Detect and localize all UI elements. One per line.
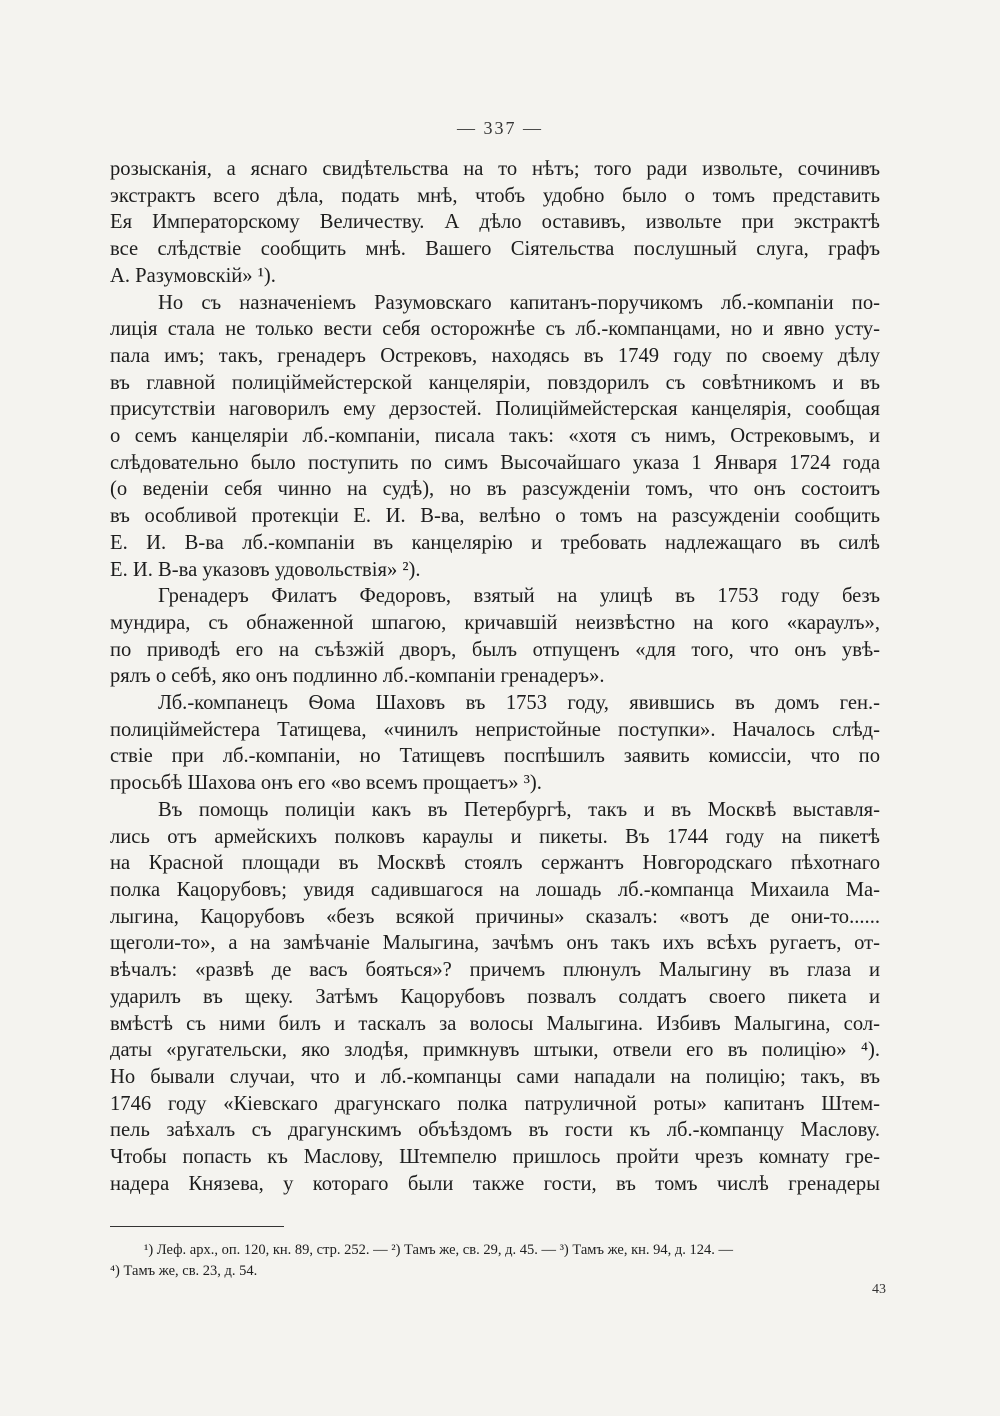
page-number: — 337 — — [457, 118, 543, 138]
text-line: (о веденіи себя чинно на судѣ), но въ разсужденіи томъ, что онъ состоитъ — [110, 478, 880, 501]
text-line: въ особливой протекціи Е. И. В-ва, велѣно о томъ на разсужденіи сообщить — [110, 505, 880, 528]
text-line: пала имъ; такъ, гренадеръ Острековъ, находясь въ 1749 году по своему дѣлу — [110, 344, 880, 367]
text-line: надера Князева, у котораго были также гости, въ томъ числѣ гренадеры — [110, 1172, 880, 1195]
footnote-line: ⁴) Тамъ же, св. 23, д. 54. — [110, 1263, 258, 1279]
footnote-line: ¹) Леф. арх., оп. 120, кн. 89, стр. 252. — ²) Тамъ же, св. 29, д. 45. — ³) Тамъ же, кн. 94, д. 124. — — [144, 1242, 734, 1258]
text-line: Но съ назначеніемъ Разумовскаго капитанъ-поручикомъ лб.-компаніи по- — [158, 291, 880, 314]
text-line: слѣдовательно было поступить по симъ Высочайшаго указа 1 Января 1724 года — [110, 451, 880, 474]
text-line: Въ помощь полиціи какъ въ Петербургѣ, такъ и въ Москвѣ выставля- — [158, 798, 880, 821]
footnote-divider — [110, 1226, 284, 1227]
text-line: Но бывали случаи, что и лб.-компанцы сами нападали на полицію; такъ, въ — [110, 1065, 880, 1088]
text-line: полиціймейстера Татищева, «чинилъ непристойные поступки». Началось слѣд- — [110, 718, 880, 741]
text-line: ударилъ въ щеку. Затѣмъ Кацорубовъ позвалъ солдатъ своего пикета и — [110, 985, 880, 1008]
text-line: Е. И. В-ва лб.-компаніи въ канцелярію и требовать надлежащаго въ силѣ — [110, 531, 880, 554]
text-line: въ главной полиціймейстерской канцеляріи, повздорилъ съ совѣтникомъ и въ — [110, 371, 880, 394]
text-line: Е. И. В-ва указовъ удовольствія» ²). — [110, 558, 421, 581]
text-line: полка Кацорубовъ; увидя садившагося на лошадь лб.-компанца Михаила Ма- — [110, 878, 880, 901]
text-line: вмѣстѣ съ ними билъ и таскалъ за волосы Малыгина. Избивъ Малыгина, сол- — [110, 1012, 880, 1035]
text-line: о семъ канцеляріи лб.-компаніи, писала такъ: «хотя съ нимъ, Острековымъ, и — [110, 425, 880, 448]
text-line: экстрактъ всего дѣла, подать мнѣ, чтобъ удобно было о томъ представить — [110, 184, 880, 207]
text-line: все слѣдствіе сообщить мнѣ. Вашего Сіятельства послушный слуга, графъ — [110, 238, 880, 261]
text-line: по приводѣ его на съѣзжій дворъ, былъ отпущенъ «для того, что онъ увѣ- — [110, 638, 880, 661]
text-line: А. Разумовскій» ¹). — [110, 264, 276, 287]
text-line: просьбѣ Шахова онъ его «во всемъ прощаетъ» ³). — [110, 772, 542, 795]
text-line: пель заѣхалъ съ драгунскимъ объѣздомъ въ гости къ лб.-компанцу Маслову. — [110, 1119, 880, 1142]
body-text — [110, 156, 880, 1197]
text-line: щеголи-то», а на замѣчаніе Малыгина, зачѣмъ онъ такъ ихъ всѣхъ ругаетъ, от- — [110, 932, 880, 955]
text-line: розысканія, а яснаго свидѣтельства на то нѣтъ; того ради извольте, сочинивъ — [110, 158, 880, 180]
text-line: Ея Императорскому Величеству. А дѣло оставивъ, извольте при экстрактѣ — [110, 211, 880, 234]
text-line: Чтобы попасть къ Маслову, Штемпелю пришлось пройти чрезъ комнату гре- — [110, 1146, 880, 1169]
text-line: мундира, съ обнаженной шпагою, кричавшій неизвѣстно на кого «караулъ», — [110, 611, 880, 634]
text-line: рялъ о себѣ, яко онъ подлинно лб.-компаніи гренадеръ». — [110, 665, 605, 688]
text-line: присутствіи наговорилъ ему дерзостей. Полиціймейстерская канцелярія, сообщая — [110, 398, 880, 421]
text-line: вѣчалъ: «развѣ де васъ бояться»? причемъ плюнулъ Малыгину въ глаза и — [110, 959, 880, 982]
footnotes — [110, 1240, 880, 1282]
text-line: Лб.-компанецъ Ѳома Шаховъ въ 1753 году, явившись въ домъ ген.- — [158, 692, 880, 715]
text-line: лиція стала не только вести себя осторожнѣе съ лб.-компанцами, но и явно усту- — [110, 318, 880, 341]
text-line: лыгина, Кацорубовъ «безъ всякой причины» сказалъ: «вотъ де они-то...... — [110, 905, 880, 928]
text-line: лись отъ армейскихъ полковъ караулы и пикеты. Въ 1744 году на пикетѣ — [110, 825, 880, 848]
text-line: ствіе при лб.-компаніи, но Татищевъ поспѣшилъ заявить комиссіи, что по — [110, 745, 880, 768]
text-line: даты «ругательски, яко злодѣя, примкнувъ штыки, отвели его въ полицію» ⁴). — [110, 1039, 880, 1062]
sheet-number: 43 — [872, 1282, 886, 1297]
text-line: 1746 году «Кіевскаго драгунскаго полка патруличной роты» капитанъ Штем- — [110, 1092, 880, 1115]
text-line: Гренадеръ Филатъ Федоровъ, взятый на улицѣ въ 1753 году безъ — [158, 585, 880, 608]
text-line: на Красной площади въ Москвѣ стоялъ сержантъ Новгородскаго пѣхотнаго — [110, 852, 880, 875]
